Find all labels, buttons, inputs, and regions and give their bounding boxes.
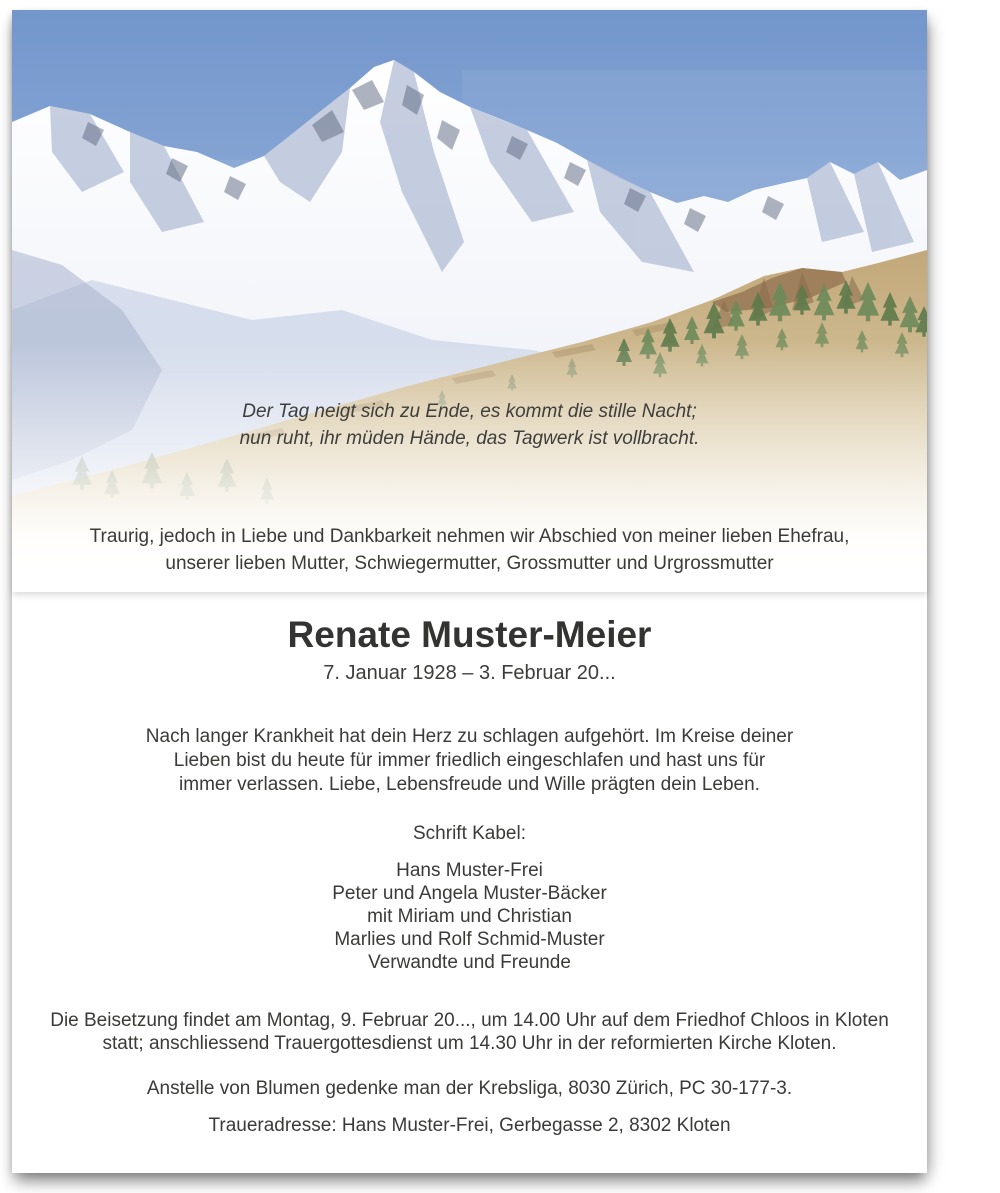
deceased-name: Renate Muster-Meier	[287, 614, 652, 655]
eulogy-paragraph	[12, 725, 927, 797]
mourner-line: mit Miriam und Christian	[367, 906, 572, 927]
mourners-list	[12, 859, 927, 974]
mourner-line: Marlies und Rolf Schmid-Muster	[334, 929, 605, 950]
quote-line-1: Der Tag neigt sich zu Ende, es kommt die stille Nacht;	[242, 401, 697, 422]
notice-body	[12, 592, 927, 1137]
funeral-line: statt; anschliessend Trauergottesdienst um 14.30 Uhr in der reformierten Kirche Kloten.	[102, 1033, 837, 1054]
farewell-intro	[12, 523, 927, 577]
eulogy-line: Lieben bist du heute für immer friedlich eingeschlafen und hast uns für	[173, 750, 766, 771]
mountain-photo	[12, 10, 927, 592]
mourner-line: Hans Muster-Frei	[396, 860, 543, 881]
typeface-note: Schrift Kabel:	[413, 823, 526, 844]
eulogy-line: immer verlassen. Liebe, Lebensfreude und Wille prägten dein Leben.	[179, 774, 760, 795]
eulogy-line: Nach langer Krankheit hat dein Herz zu schlagen aufgehört. Im Kreise deiner	[145, 726, 794, 747]
intro-line-1: Traurig, jedoch in Liebe und Dankbarkeit nehmen wir Abschied von meiner lieben Ehefrau,	[89, 526, 850, 547]
funeral-details	[12, 1009, 927, 1055]
mourner-line: Verwandte und Freunde	[368, 952, 571, 973]
donation-note: Anstelle von Blumen gedenke man der Krebsliga, 8030 Zürich, PC 30-177-3.	[146, 1078, 793, 1099]
mourner-line: Peter und Angela Muster-Bäcker	[332, 883, 607, 904]
funeral-line: Die Beisetzung findet am Montag, 9. Februar 20..., um 14.00 Uhr auf dem Friedhof Chloos in Kloten	[50, 1010, 889, 1031]
memorial-quote	[12, 398, 927, 452]
quote-line-2: nun ruht, ihr müden Hände, das Tagwerk ist vollbracht.	[239, 428, 700, 449]
obituary-card	[12, 10, 927, 1173]
mourning-address: Traueradresse: Hans Muster-Frei, Gerbegasse 2, 8302 Kloten	[208, 1115, 731, 1136]
intro-line-2: unserer lieben Mutter, Schwiegermutter, Grossmutter und Urgrossmutter	[165, 553, 774, 574]
mountain-photo-art	[12, 10, 927, 592]
life-dates: 7. Januar 1928 – 3. Februar 20...	[323, 662, 616, 684]
